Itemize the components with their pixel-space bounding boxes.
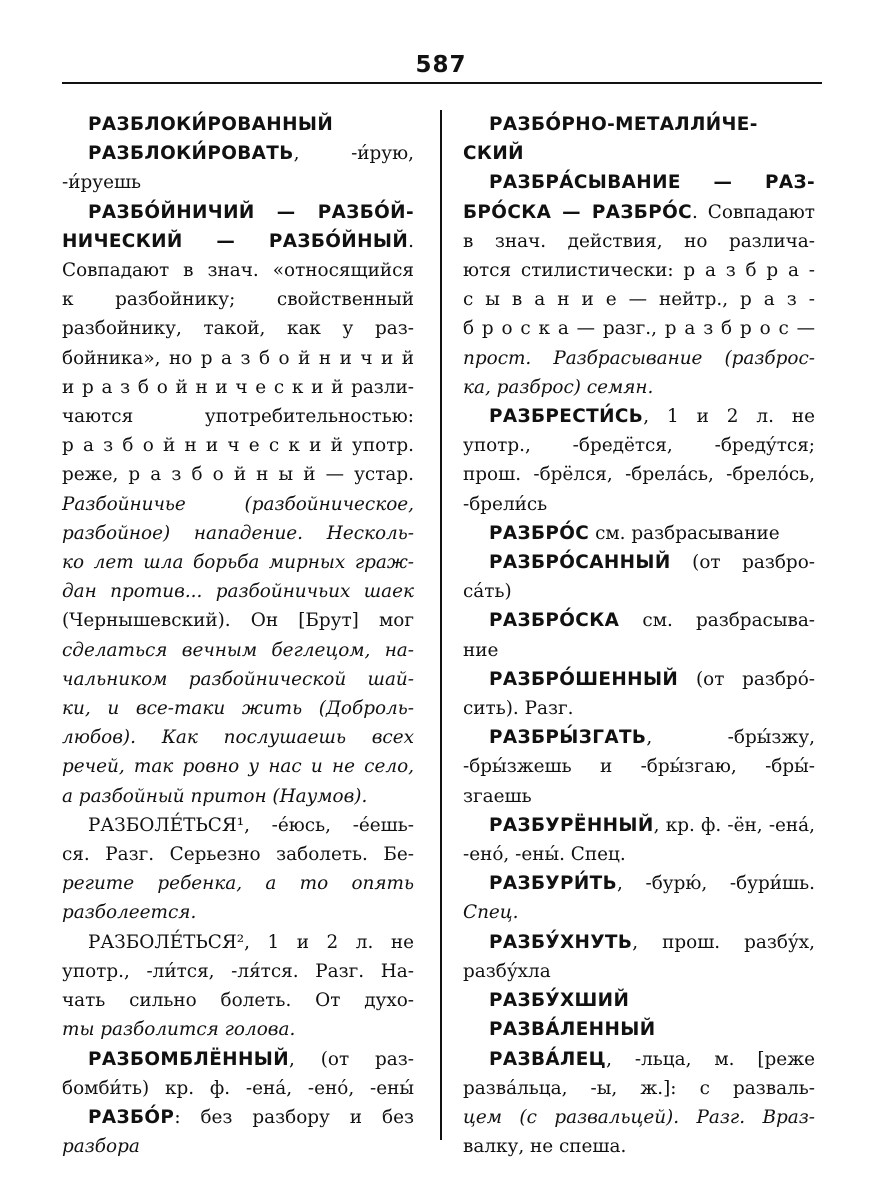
entry-headword-line: РАЗБРО́САННЫЙ (от разбро- xyxy=(489,552,815,574)
entry-text-line: валку, не спеша. xyxy=(463,1136,627,1158)
entry-text-line: са́ть) xyxy=(463,581,512,603)
entry-text-line: сделаться вечным беглецом, на- xyxy=(62,639,414,661)
entry-headword-line: РАЗБРО́ШЕННЫЙ (от разбро́- xyxy=(489,668,815,690)
entry-headword-line: РАЗБУРЁННЫЙ, кр. ф. -ён, -ена́, xyxy=(489,814,815,836)
entry-text-line: реже, р а з б о й н ы й — устар. xyxy=(62,464,414,486)
page-number: 587 xyxy=(415,52,467,78)
entry-text-line: р а з б о й н и ч е с к и й употр. xyxy=(62,435,414,457)
entry-headword-line: РАЗБУ́ХНУТЬ, прош. разбу́х, xyxy=(489,931,815,953)
entry-headword-line: БРО́СКА — РАЗБРО́С. Совпадают xyxy=(463,201,815,223)
entry-text-line: в знач. действия, но различа- xyxy=(463,230,815,252)
entry-text-line: чальником разбойнической шай- xyxy=(62,668,414,690)
entry-text-line: ко лет шла борьба мирных граж- xyxy=(62,552,414,574)
entry-text-line: -брели́сь xyxy=(463,493,548,515)
entry-text-line: Совпадают в знач. «относящийся xyxy=(62,260,414,282)
entry-text-line: ты разболится голова. xyxy=(62,1019,296,1041)
headword: РАЗБРО́СКА xyxy=(489,610,620,632)
headword: РАЗБРЕСТИ́СЬ xyxy=(489,406,644,428)
entry-headword-line: РАЗБРЕСТИ́СЬ, 1 и 2 л. не xyxy=(489,406,815,428)
headword: БРО́СКА — РАЗБРО́С xyxy=(463,201,693,223)
entry-text-line: -ено́, -ены́. Спец. xyxy=(463,844,626,866)
entry-text-line: бомби́ть) кр. ф. -ена́, -ено́, -ены́ xyxy=(62,1077,414,1099)
entry-text-line: к разбойнику; свойственный xyxy=(62,289,414,311)
headword: РАЗБРЫ́ЗГАТЬ xyxy=(489,727,647,749)
right-column xyxy=(463,110,815,1161)
entry-headword-line: РАЗБОЛЕ́ТЬСЯ¹, -е́юсь, -е́ешь- xyxy=(88,814,414,836)
headword: РАЗБРО́С xyxy=(489,522,590,544)
entry-headword-line xyxy=(62,110,414,139)
entry-headword-line xyxy=(463,139,815,168)
entry-headword-line xyxy=(463,1015,815,1044)
left-column xyxy=(62,110,414,1161)
entry-headword-line: РАЗБОМБЛЁННЫЙ, (от раз- xyxy=(88,1048,414,1070)
entry-headword-line: РАЗБРЫ́ЗГАТЬ, -бры́зжу, xyxy=(489,727,815,749)
headword: РАЗБУ́ХНУТЬ xyxy=(489,931,633,953)
entry-text-line: -и́руешь xyxy=(62,172,142,194)
headword: РАЗБУРЁННЫЙ xyxy=(489,814,654,836)
entry-text-line: дан против... разбойничьих шаек xyxy=(62,581,414,603)
headword: СКИЙ xyxy=(463,143,524,165)
entry-text-line: Спец. xyxy=(463,902,519,924)
entry-text-line: ние xyxy=(463,639,499,661)
entry-text-line: чать сильно болеть. От духо- xyxy=(62,990,414,1012)
entry-headword-line: РАЗВА́ЛЕЦ, -льца, м. [реже xyxy=(489,1048,815,1070)
headword: НИЧЕСКИЙ — РАЗБО́ЙНЫЙ xyxy=(62,230,409,252)
headword: РАЗБО́ЙНИЧИЙ — РАЗБО́Й- xyxy=(88,201,414,223)
entry-text-line: Разбойничье (разбойническое, xyxy=(62,493,414,515)
entry-text-line: ки, и все-таки жить (Доброль- xyxy=(62,698,414,720)
entry-text-line: б р о с к а — разг., р а з б р о с — xyxy=(463,318,815,340)
entry-text-line: прост. Разбрасывание (разброс- xyxy=(463,347,815,369)
headword: РАЗБРО́ШЕННЫЙ xyxy=(489,668,679,690)
entry-text-line: разбойное) нападение. Несколь- xyxy=(62,522,414,544)
entry-headword-line: РАЗБУРИ́ТЬ, -бурю́, -бури́шь. xyxy=(489,873,815,895)
entry-text-line: речей, так ровно у нас и не село, xyxy=(62,756,414,778)
entry-text-line: разбора xyxy=(62,1136,140,1158)
entry-text-line: чаются употребительностью: xyxy=(62,406,414,428)
entry-text-line: употр., -ли́тся, -ля́тся. Разг. На- xyxy=(62,960,414,982)
entry-text-line: прош. -брёлся, -брела́сь, -брело́сь, xyxy=(463,464,815,486)
entry-text-line: ются стилистически: р а з б р а - xyxy=(463,260,815,282)
entry-text-line: и р а з б о й н и ч е с к и й разли- xyxy=(62,376,414,398)
entry-text-line: употр., -бредётся, -бреду́тся; xyxy=(463,435,815,457)
entry-text-line: -бры́зжешь и -бры́згаю, -бры́- xyxy=(463,756,815,778)
header-rule xyxy=(62,82,822,84)
headword: РАЗБУРИ́ТЬ xyxy=(489,873,618,895)
entry-text-line: згаешь xyxy=(463,785,532,807)
entry-headword-line xyxy=(463,110,815,139)
column-divider xyxy=(440,110,442,1140)
entry-headword-line: РАЗБРО́СКА см. разбрасыва- xyxy=(489,610,815,632)
headword: РАЗБУ́ХШИЙ xyxy=(489,990,630,1012)
entry-headword-line xyxy=(463,168,815,197)
headword: РАЗБО́Р xyxy=(88,1106,175,1128)
entry-text-line: цем (с развальцей). Разг. Враз- xyxy=(463,1106,815,1128)
headword: РАЗБОМБЛЁННЫЙ xyxy=(88,1048,290,1070)
entry-text-line: с ы в а н и е — нейтр., р а з - xyxy=(463,289,815,311)
entry-text-line: разболеется. xyxy=(62,902,197,924)
entry-headword-line xyxy=(463,986,815,1015)
headword: РАЗБЛОКИ́РОВАННЫЙ xyxy=(88,114,334,135)
entry-text-line: разва́льца, -ы, ж.]: с разваль- xyxy=(463,1077,815,1099)
entry-text-line: разбойнику, такой, как у раз- xyxy=(62,318,414,340)
headword: РАЗВА́ЛЕННЫЙ xyxy=(489,1019,656,1041)
entry-text-line: разбу́хла xyxy=(463,960,551,982)
entry-text-line: любов). Как послушаешь всех xyxy=(62,727,414,749)
entry-headword-line xyxy=(62,198,414,227)
entry-headword-line: РАЗБРО́С см. разбрасывание xyxy=(489,522,780,544)
headword: РАЗВА́ЛЕЦ xyxy=(489,1048,607,1070)
entry-text-line: регите ребенка, а то опять xyxy=(62,873,414,895)
entry-text-line: а разбойный притон (Наумов). xyxy=(62,785,368,807)
headword: РАЗБО́РНО-МЕТАЛЛИ́ЧЕ- xyxy=(489,114,758,135)
headword: РАЗБРА́СЫВАНИЕ — РАЗ- xyxy=(489,172,815,194)
headword: РАЗБРО́САННЫЙ xyxy=(489,552,671,574)
entry-text-line: ка, разброс) семян. xyxy=(463,376,654,398)
entry-headword-line: НИЧЕСКИЙ — РАЗБО́ЙНЫЙ. xyxy=(62,230,414,252)
entry-headword-line: РАЗБО́Р: без разбору и без xyxy=(88,1106,414,1128)
entry-text-line: (Чернышевский). Он [Брут] мог xyxy=(62,610,414,632)
headword: РАЗБЛОКИ́РОВАТЬ xyxy=(88,143,294,165)
entry-headword-line: РАЗБОЛЕ́ТЬСЯ², 1 и 2 л. не xyxy=(88,931,414,953)
entry-text-line: ся. Разг. Серьезно заболеть. Бе- xyxy=(62,844,414,866)
entry-headword-line: РАЗБЛОКИ́РОВАТЬ, -и́рую, xyxy=(88,143,414,165)
entry-text-line: сить). Разг. xyxy=(463,698,574,720)
entry-text-line: бойника», но р а з б о й н и ч и й xyxy=(62,347,414,369)
